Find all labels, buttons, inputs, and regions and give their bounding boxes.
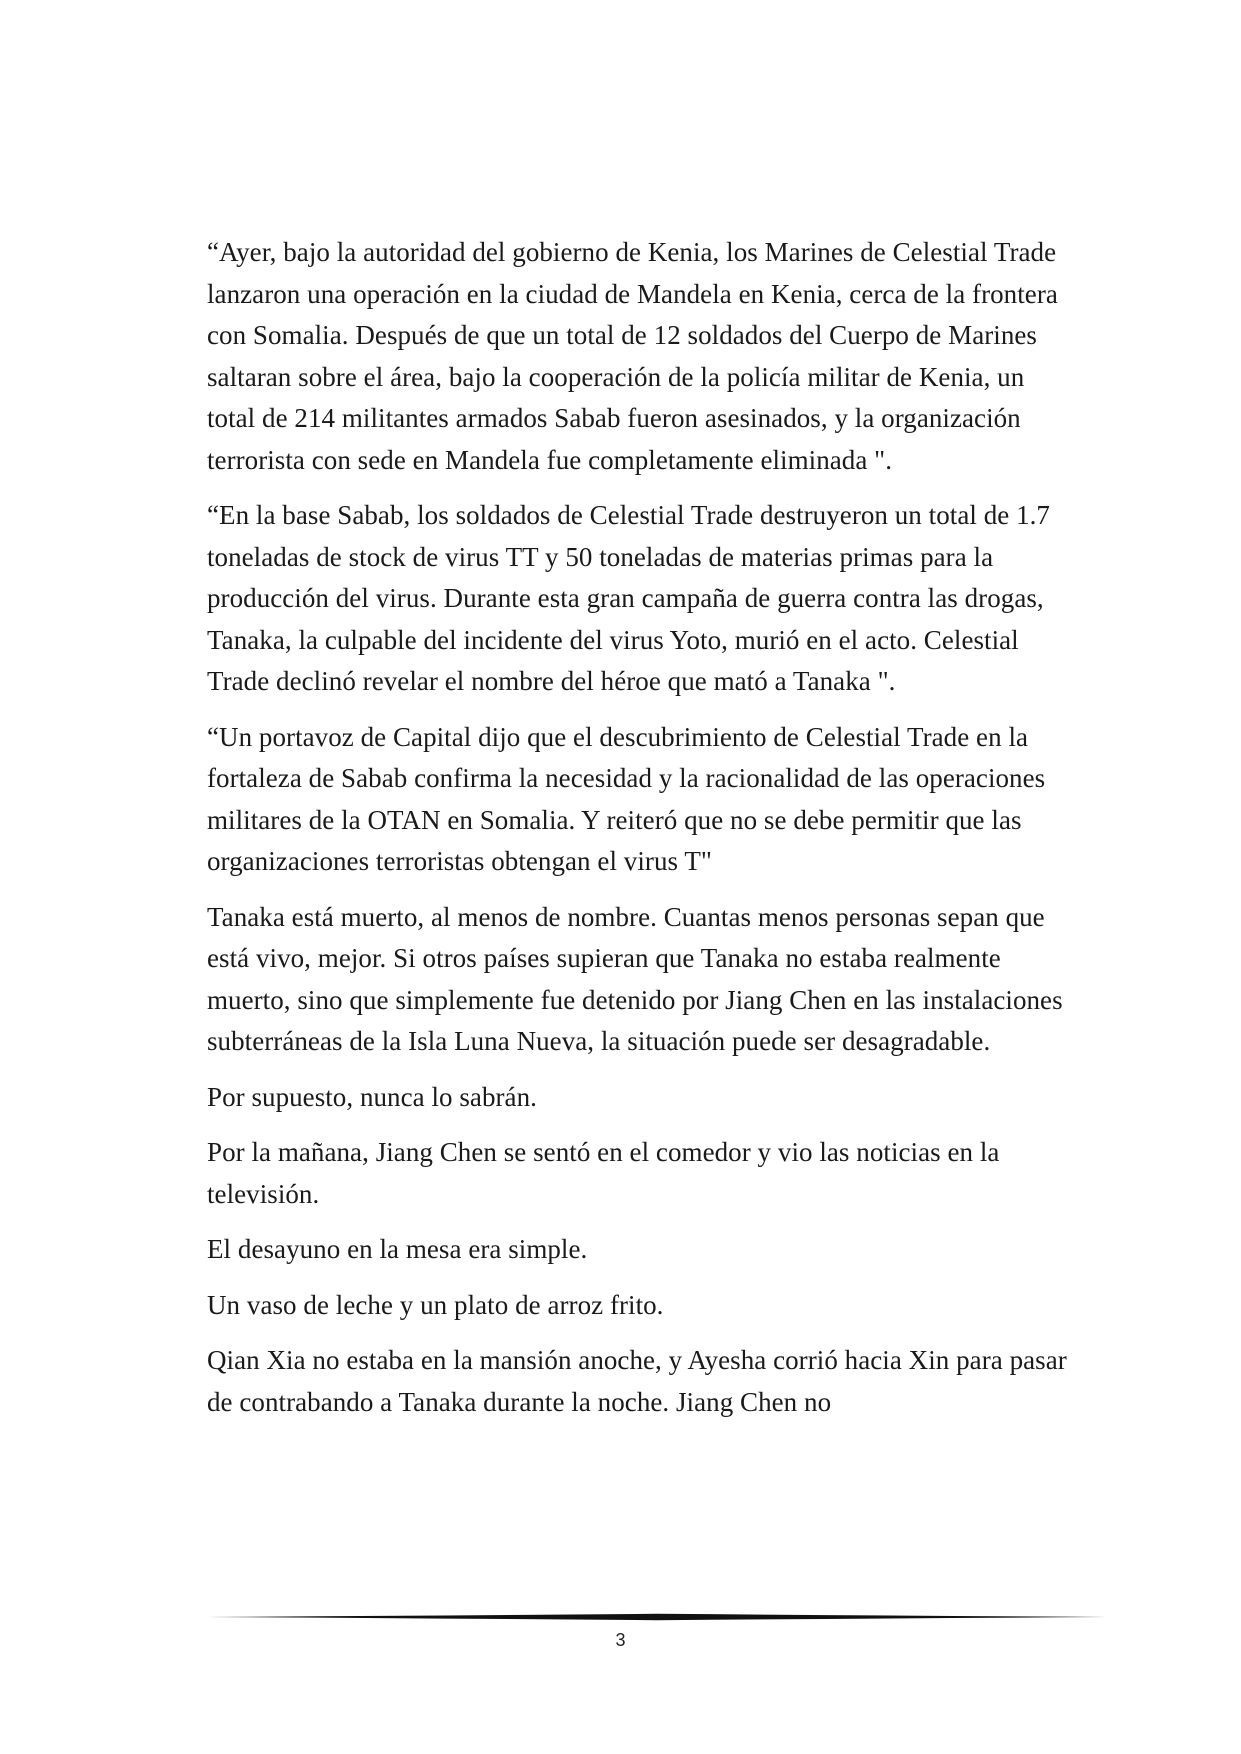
paragraph-news-report-3: “Un portavoz de Capital dijo que el descubrimiento de Celestial Trade en la fortaleza de Sabab confirma la necesidad y la racionalidad de las operaciones militares de la OTAN en Somalia. Y reiteró que no se debe permitir que las organizaciones terroristas obtengan el virus T" — [207, 721, 1046, 876]
page-number: 3 — [615, 1630, 626, 1650]
paragraph-qian-xia: Qian Xia no estaba en la mansión anoche, y Ayesha corrió hacia Xin para pasar de contrabando a Tanaka durante la noche. Jiang Chen no — [207, 1345, 1067, 1417]
paragraph-milk-rice: Un vaso de leche y un plato de arroz frito. — [207, 1289, 664, 1320]
paragraph-news-report-2: “En la base Sabab, los soldados de Celestial Trade destruyeron un total de 1.7 toneladas de stock de virus TT y 50 toneladas de materias primas para la producción del virus. Durante esta gran campaña de guerra contra las drogas, Tanaka, la culpable del incidente del virus Yoto, murió en el acto. Celestial Trade declinó revelar el nombre del héroe que mató a Tanaka ". — [207, 500, 1050, 696]
paragraph-morning: Por la mañana, Jiang Chen se sentó en el comedor y vio las noticias en la televisión. — [207, 1137, 1000, 1209]
body-text — [207, 232, 1069, 1437]
paragraph-breakfast: El desayuno en la mesa era simple. — [207, 1234, 588, 1264]
paragraph-tanaka-dead: Tanaka está muerto, al menos de nombre. Cuantas menos personas sepan que está vivo, mejor. Si otros países supieran que Tanaka no estaba realmente muerto, sino que simplemente fue detenido por Jiang Chen en las instalaciones subterráneas de la Isla Luna Nueva, la situación puede ser desagradable. — [207, 901, 1063, 1056]
paragraph-news-report-1: “Ayer, bajo la autoridad del gobierno de Kenia, los Marines de Celestial Trade lanzaron una operación en la ciudad de Mandela en Kenia, cerca de la frontera con Somalia. Después de que un total de 12 soldados del Cuerpo de Marines saltaran sobre el área, bajo la cooperación de la policía militar de Kenia, un total de 214 militantes armados Sabab fueron asesinados, y la organización terrorista con sede en Mandela fue completamente eliminada ". — [207, 237, 1058, 475]
footer-divider — [207, 1612, 1107, 1622]
paragraph-never-know: Por supuesto, nunca lo sabrán. — [207, 1081, 537, 1112]
